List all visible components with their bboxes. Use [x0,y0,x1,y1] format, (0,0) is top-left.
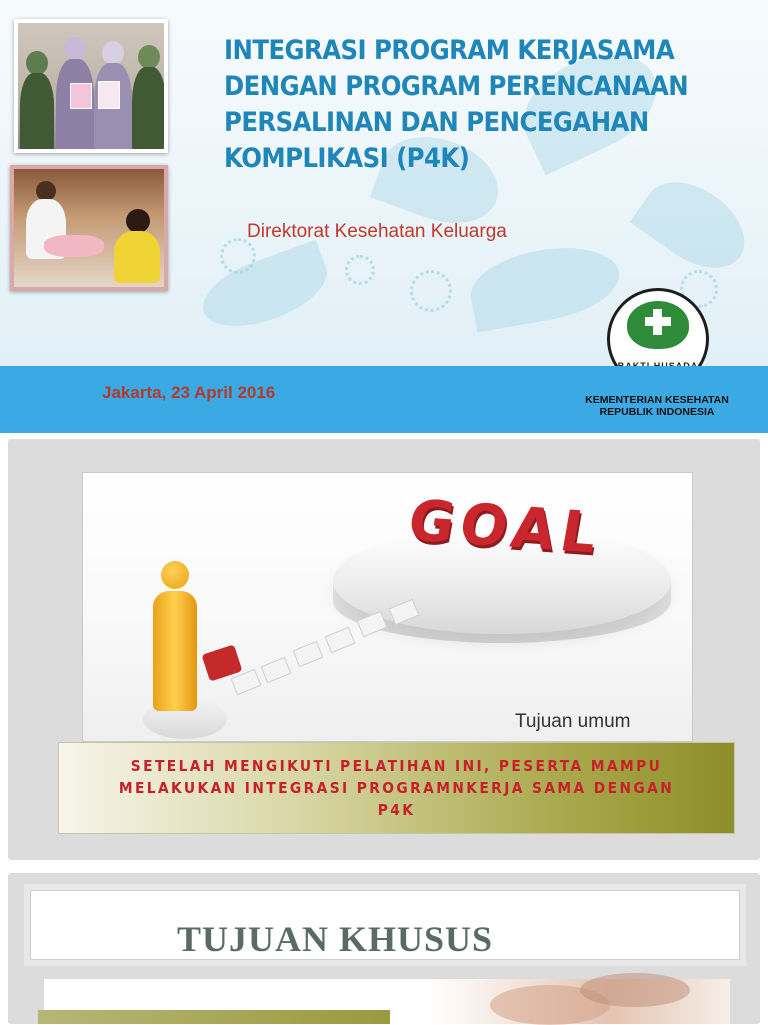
petal-decoration [194,240,337,341]
section-heading: TUJUAN KHUSUS [177,919,494,959]
goal-image [82,472,693,742]
puzzle-piece [325,627,356,653]
goal-word: GOAL [403,488,608,567]
olive-strip [38,1010,390,1024]
slide-title: INTEGRASI PROGRAM KERJASAMA DENGAN PROGRAM PERENCANAAN PERSALINAN DAN PENCEGAHAN KOMPLIKASI (P4K) [224,35,689,174]
figure-person [153,591,197,711]
clinic-photo [10,165,168,291]
slide-date: Jakarta, 23 April 2016 [102,383,276,402]
image-caption: Tujuan umum [515,711,631,732]
banner-text: SETELAH MENGIKUTI PELATIHAN INI, PESERTA MAMPU MELAKUKAN INTEGRASI PROGRAMNKERJA SAMA DENGAN P4K [118,757,675,819]
hands-photo [430,979,730,1024]
title-slide [0,0,768,433]
slide-subtitle: Direktorat Kesehatan Keluarga [247,221,507,242]
goal-banner [58,742,735,834]
petal-decoration [465,238,625,333]
group-photo [14,19,168,153]
flower-decoration [220,238,256,274]
ministry-name: KEMENTERIAN KESEHATAN REPUBLIK INDONESIA [585,394,729,418]
flower-decoration [410,270,452,312]
puzzle-piece [293,641,324,667]
flower-decoration [345,255,375,285]
puzzle-piece [261,657,292,683]
petal-decoration [630,165,760,285]
